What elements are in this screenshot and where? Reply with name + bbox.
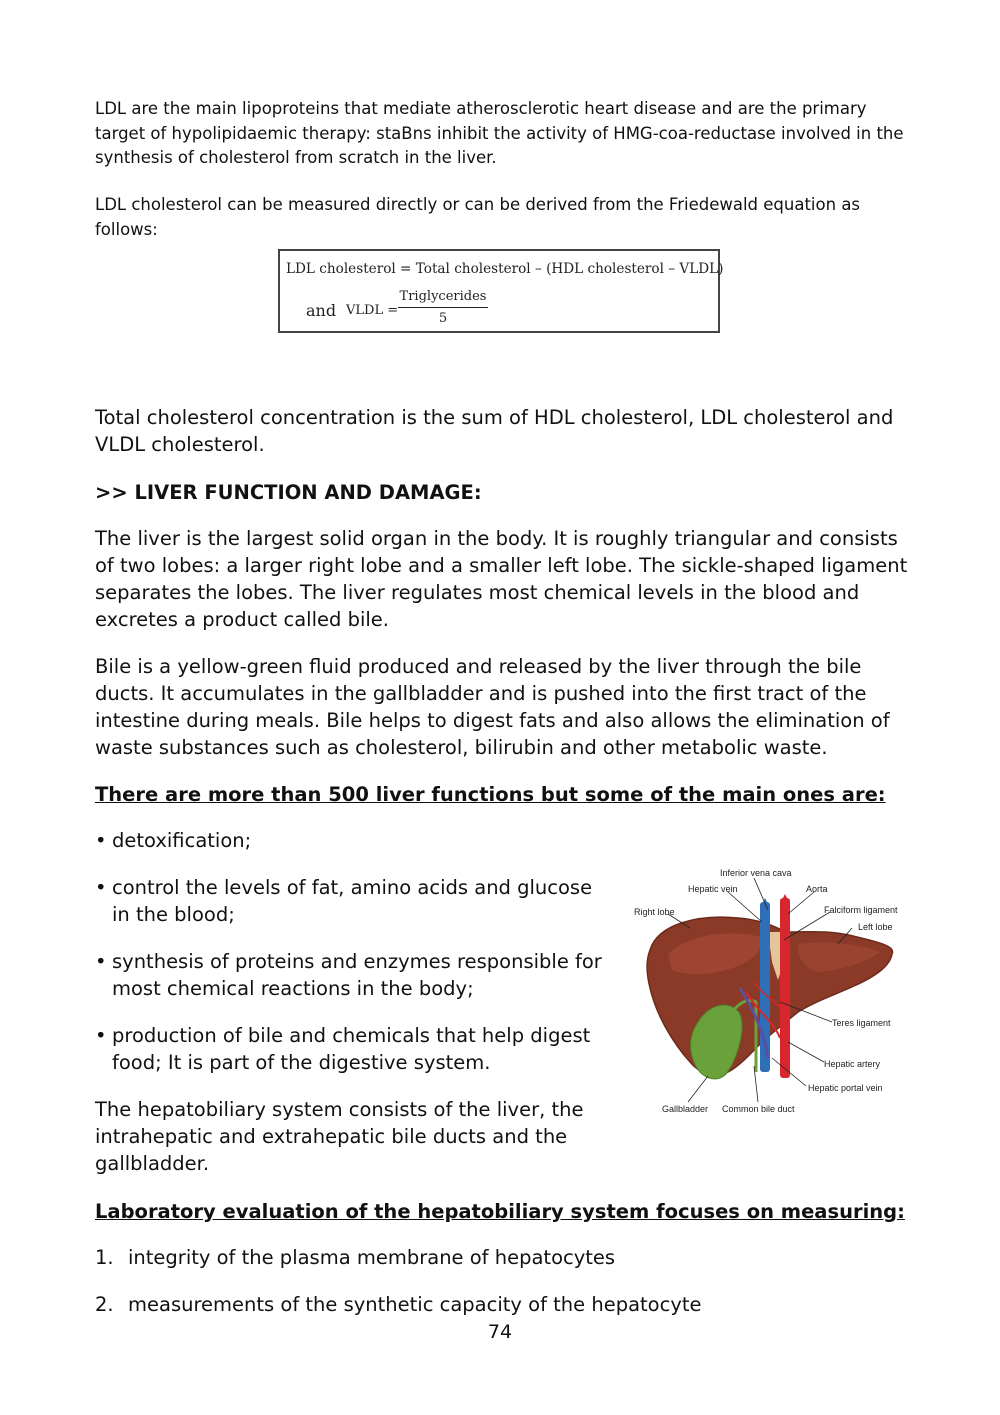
label-inferior-vena-cava: Inferior vena cava (720, 868, 792, 878)
lab-evaluation-heading: Laboratory evaluation of the hepatobiliary system focuses on measuring: (95, 1200, 905, 1223)
label-falciform-ligament: Falciform ligament (824, 905, 898, 915)
lab-list-item (95, 1244, 910, 1271)
friedewald-equation-box (278, 249, 724, 333)
label-right-lobe: Right lobe (634, 907, 675, 917)
ldl-measure-paragraph: LDL cholesterol can be measured directly or can be derived from the Friedewald equation as follows: (95, 195, 861, 239)
lab-list-text: measurements of the synthetic capacity of the hepatocyte (128, 1293, 702, 1316)
function-item-text: control the levels of fat, amino acids and glucose in the blood; (112, 876, 593, 926)
label-teres-ligament: Teres ligament (832, 1018, 891, 1028)
bile-paragraph: Bile is a yellow-green fluid produced and released by the liver through the bile ducts. It accumulates in the gallbladder and is pushed into the first tract of the intestine during meals. Bile helps to digest fats and also allows the elimination of waste substances such as cholesterol, bilirubin and other metabolic waste. (95, 655, 890, 759)
function-item-text: synthesis of proteins and enzymes responsible for most chemical reactions in the body; (112, 950, 602, 1000)
vldl-label: VLDL = (346, 303, 399, 318)
hepatobiliary-paragraph: The hepatobiliary system consists of the liver, the intrahepatic and extrahepatic bile ducts and the gallbladder. (95, 1098, 584, 1175)
total-cholesterol-paragraph: Total cholesterol concentration is the sum of HDL cholesterol, LDL cholesterol and VLDL cholesterol. (95, 406, 894, 456)
lab-list-item (95, 1291, 910, 1318)
functions-heading: There are more than 500 liver functions but some of the main ones are: (95, 783, 886, 806)
lab-list-text: integrity of the plasma membrane of hepatocytes (128, 1246, 616, 1269)
fraction-numerator: Triglycerides (398, 289, 488, 308)
function-item-text: detoxification; (112, 829, 252, 852)
label-hepatic-vein: Hepatic vein (688, 884, 738, 894)
bullet-icon: • (95, 829, 107, 852)
and-word: and (306, 301, 337, 320)
ldl-intro-paragraph: LDL are the main lipoproteins that mediate atherosclerotic heart disease and are the primary target of hypolipidaemic therapy: staBns inhibit the activity of HMG-coa-reductase involved in the synthesis of cholesterol from scratch in the liver. (95, 99, 904, 167)
ldl-equation: LDL cholesterol = Total cholesterol – (HDL cholesterol – VLDL) (286, 261, 724, 277)
bullet-icon: • (95, 950, 107, 973)
label-hepatic-artery: Hepatic artery (824, 1059, 881, 1069)
label-aorta: Aorta (806, 884, 828, 894)
page-number: 74 (487, 1321, 513, 1343)
label-gallbladder: Gallbladder (662, 1104, 709, 1114)
label-left-lobe: Left lobe (858, 922, 893, 932)
function-item-text: production of bile and chemicals that help digest food; It is part of the digestive system. (112, 1024, 591, 1074)
label-hepatic-portal-vein: Hepatic portal vein (808, 1083, 883, 1093)
bullet-icon: • (95, 1024, 107, 1047)
list-number: 1. (95, 1246, 114, 1269)
liver-intro-paragraph: The liver is the largest solid organ in the body. It is roughly triangular and consists of two lobes: a larger right lobe and a smaller left lobe. The sickle-shaped ligament separates the lobes. The liver regulates most chemical levels in the blood and excretes a product called bile. (95, 527, 908, 631)
liver-section-heading: >> LIVER FUNCTION AND DAMAGE: (95, 481, 482, 504)
function-item (95, 874, 605, 928)
liver-anatomy-illustration (628, 862, 900, 1120)
bullet-icon: • (95, 876, 107, 899)
list-number: 2. (95, 1293, 114, 1316)
function-item (95, 1022, 605, 1076)
fraction-denominator: 5 (438, 311, 448, 326)
vldl-fraction (398, 289, 488, 326)
aorta-shape (780, 898, 790, 1078)
function-item (95, 827, 605, 854)
label-common-bile-duct: Common bile duct (722, 1104, 795, 1114)
function-item (95, 948, 605, 1002)
